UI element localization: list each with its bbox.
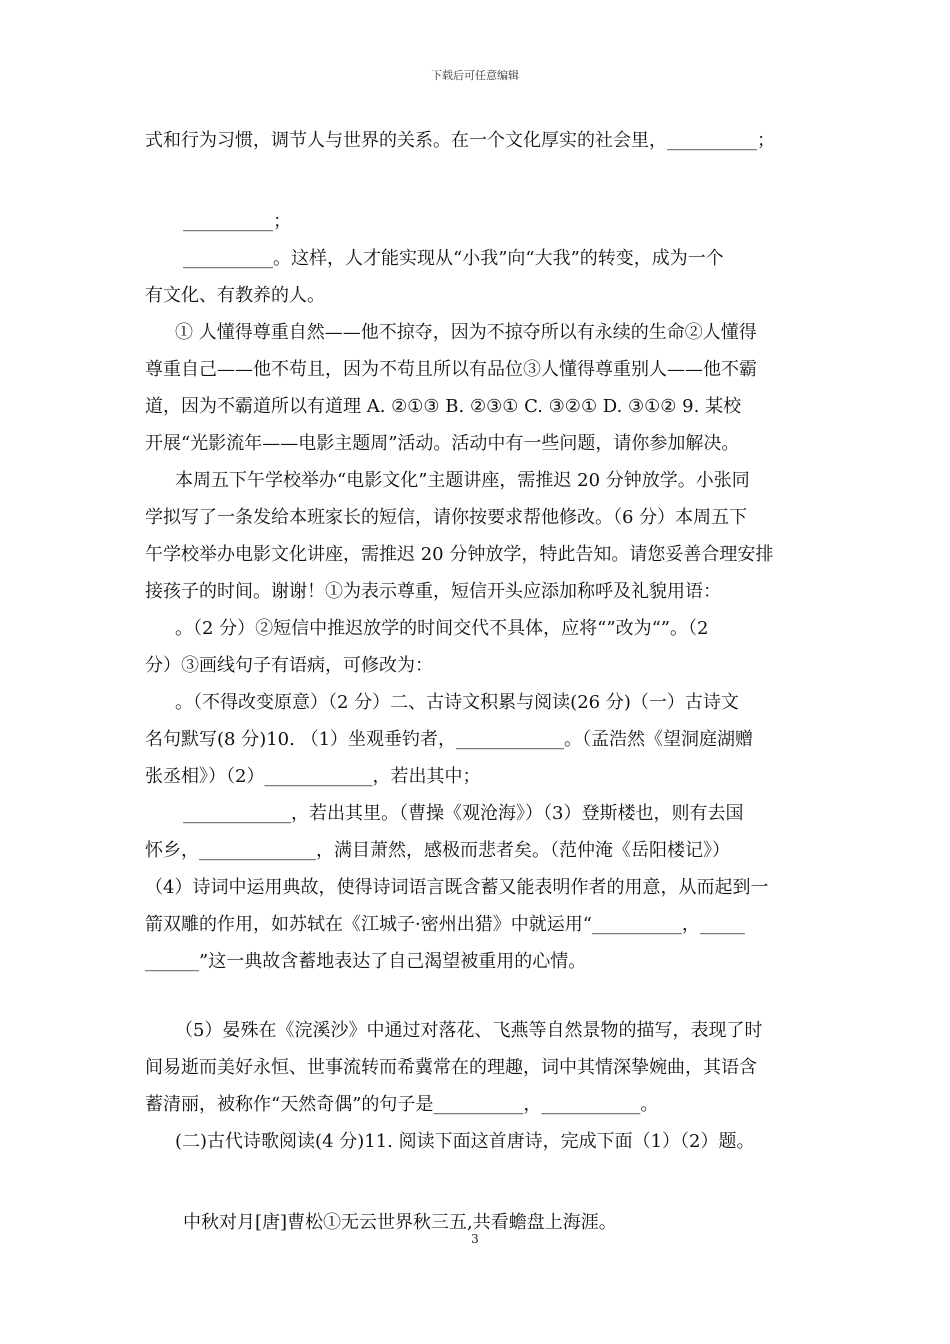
text-line: 蓄清丽，被称作“天然奇偶”的句子是__________，___________。: [145, 1094, 659, 1115]
text-line: 中秋对月[唐]曹松①无云世界秋三五,共看蟾盘上海涯。: [183, 1212, 617, 1233]
text-line: 箭双雕的作用，如苏轼在《江城子·密州出猎》中就运用“__________，_____: [145, 914, 745, 935]
page-number: 3: [471, 1232, 479, 1246]
text-line: 张丞相》）（2）____________，若出其中；: [145, 766, 481, 787]
text-line: ① 人懂得尊重自然——他不掠夺，因为不掠夺所以有永续的生命②人懂得: [175, 322, 757, 343]
text-line: （4）诗词中运用典故，使得诗词语言既含蓄又能表明作者的用意，从而起到一: [145, 877, 769, 898]
text-line: 尊重自己——他不苟且，因为不苟且所以有品位③人懂得尊重别人——他不霸: [145, 359, 757, 380]
text-line: 怀乡，_____________，满目萧然，感极而悲者矣。（范仲淹《岳阳楼记》）: [145, 840, 730, 861]
document-body: [145, 122, 825, 1241]
text-line: __________。这样，人才能实现从“小我”向“大我”的转变，成为一个: [183, 248, 724, 269]
text-line: 本周五下午学校举办“电影文化”主题讲座，需推迟 20 分钟放学。小张同: [175, 470, 750, 491]
text-line: (二)古代诗歌阅读(4 分)11. 阅读下面这首唐诗，完成下面（1）（2）题。: [175, 1131, 755, 1152]
text-line: 接孩子的时间。谢谢！①为表示尊重，短信开头应添加称呼及礼貌用语：: [145, 581, 721, 602]
text-line: ______”这一典故含蓄地表达了自己渴望被重用的心情。: [145, 951, 587, 972]
text-line: 学拟写了一条发给本班家长的短信，请你按要求帮他修改。（6 分）本周五下: [145, 507, 748, 528]
page-header: 下载后可任意编辑: [431, 69, 519, 82]
text-line: 名句默写(8 分)10. （1）坐观垂钓者，____________。（孟浩然《望洞庭湖赠: [145, 729, 754, 750]
text-line: 式和行为习惯，调节人与世界的关系。在一个文化厚实的社会里，__________；: [145, 130, 775, 151]
text-line: （5）晏殊在《浣溪沙》中通过对落花、飞燕等自然景物的描写，表现了时: [175, 1020, 763, 1041]
text-line: 开展“光影流年——电影主题周”活动。活动中有一些问题，请你参加解决。: [145, 433, 740, 454]
text-line: 午学校举办电影文化讲座，需推迟 20 分钟放学，特此告知。请您妥善合理安排: [145, 544, 774, 565]
text-line: 。（2 分）②短信中推迟放学的时间交代不具体，应将“”改为“”。（2: [175, 618, 709, 639]
text-line: __________；: [183, 211, 291, 232]
spacer: [145, 980, 825, 1012]
text-line: 间易逝而美好永恒、世事流转而希冀常在的理趣，词中其情深挚婉曲，其语含: [145, 1057, 757, 1078]
text-line: 分）③画线句子有语病，可修改为：: [145, 655, 433, 676]
text-line: 。（不得改变原意）（2 分）二、古诗文积累与阅读(26 分)（一）古诗文: [175, 692, 739, 713]
text-line: 道，因为不霸道所以有道理 A. ②①③ B. ②③① C. ③②① D. ③①② 9. 某校: [145, 396, 742, 417]
spacer: [145, 159, 825, 203]
text-line: ____________，若出其里。（曹操《观沧海》）（3）登斯楼也，则有去国: [183, 803, 744, 824]
spacer: [145, 1160, 825, 1204]
text-line: 有文化、有教养的人。: [145, 285, 325, 306]
